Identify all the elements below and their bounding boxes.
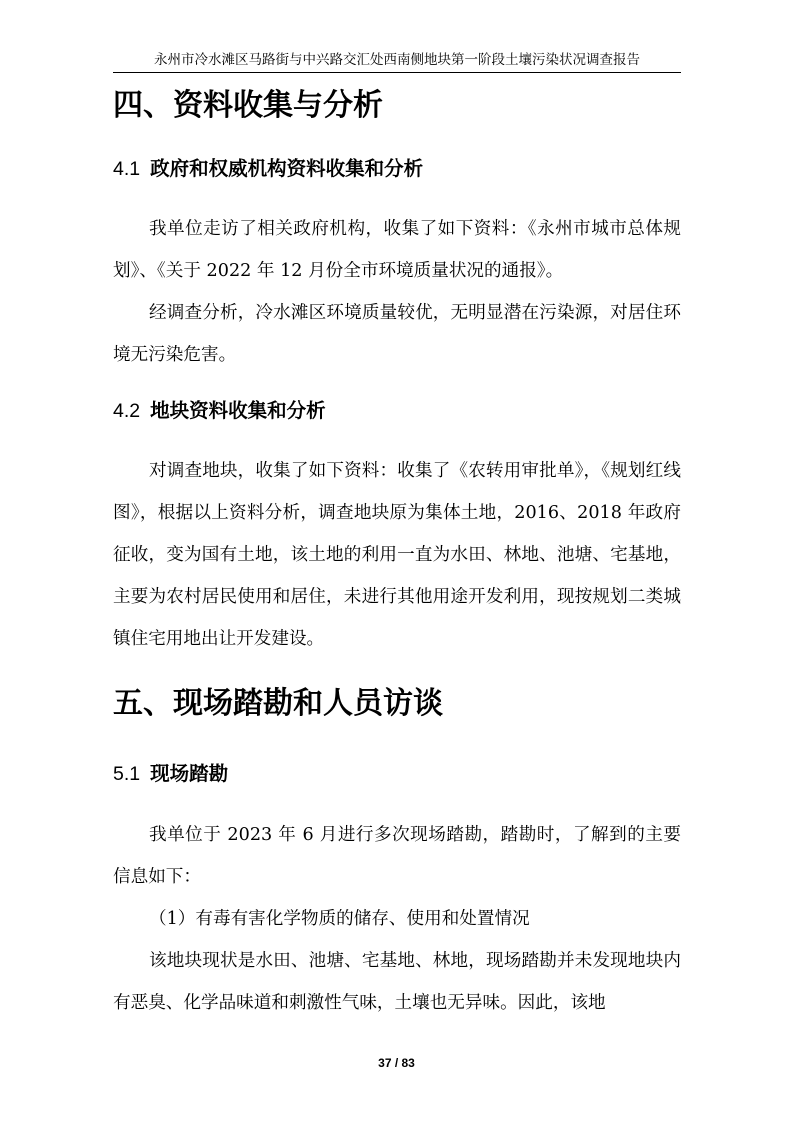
paragraph: 我单位于 2023 年 6 月进行多次现场踏勘，踏勘时，了解到的主要信息如下：	[113, 825, 681, 887]
section-4-2-heading	[113, 398, 326, 424]
section-5-heading: 五、现场踏勘和人员访谈	[113, 686, 443, 721]
section-number: 5.1	[113, 763, 141, 785]
header-divider	[113, 72, 681, 73]
section-title: 地块资料收集和分析	[150, 399, 326, 422]
section-5-1-heading	[113, 761, 228, 787]
paragraph: （1）有毒有害化学物质的储存、使用和处置情况	[149, 909, 530, 929]
section-number: 4.2	[113, 400, 141, 422]
page-number: 37 / 83	[378, 1056, 415, 1070]
section-4-1-heading	[113, 156, 423, 182]
paragraph: 对调查地块，收集了如下资料：收集了《农转用审批单》，《规划红线图》，根据以上资料分析，调查地块原为集体土地，2016、2018 年政府征收，变为国有土地，该土地的利用一直为水田、林地、池塘、宅基地，主要为农村居民使用和居住，未进行其他用途开发利用，现按规划二类城镇住宅用地出让开发建设。	[113, 461, 681, 649]
paragraph: 经调查分析，冷水滩区环境质量较优，无明显潜在污染源，对居住环境无污染危害。	[113, 303, 681, 365]
section-title: 政府和权威机构资料收集和分析	[150, 157, 424, 180]
section-4-heading: 四、资料收集与分析	[113, 88, 383, 123]
section-number: 4.1	[113, 158, 141, 180]
section-title: 现场踏勘	[150, 762, 229, 785]
report-header-title: 永州市冷水滩区马路街与中兴路交汇处西南侧地块第一阶段土壤污染状况调查报告	[154, 52, 640, 68]
paragraph: 我单位走访了相关政府机构，收集了如下资料：《永州市城市总体规划》、《关于 2022 年 12 月份全市环境质量状况的通报》。	[113, 219, 681, 281]
paragraph: 该地块现状是水田、池塘、宅基地、林地，现场踏勘并未发现地块内有恶臭、化学品味道和刺激性气味，土壤也无异味。因此，该地	[113, 951, 681, 1013]
